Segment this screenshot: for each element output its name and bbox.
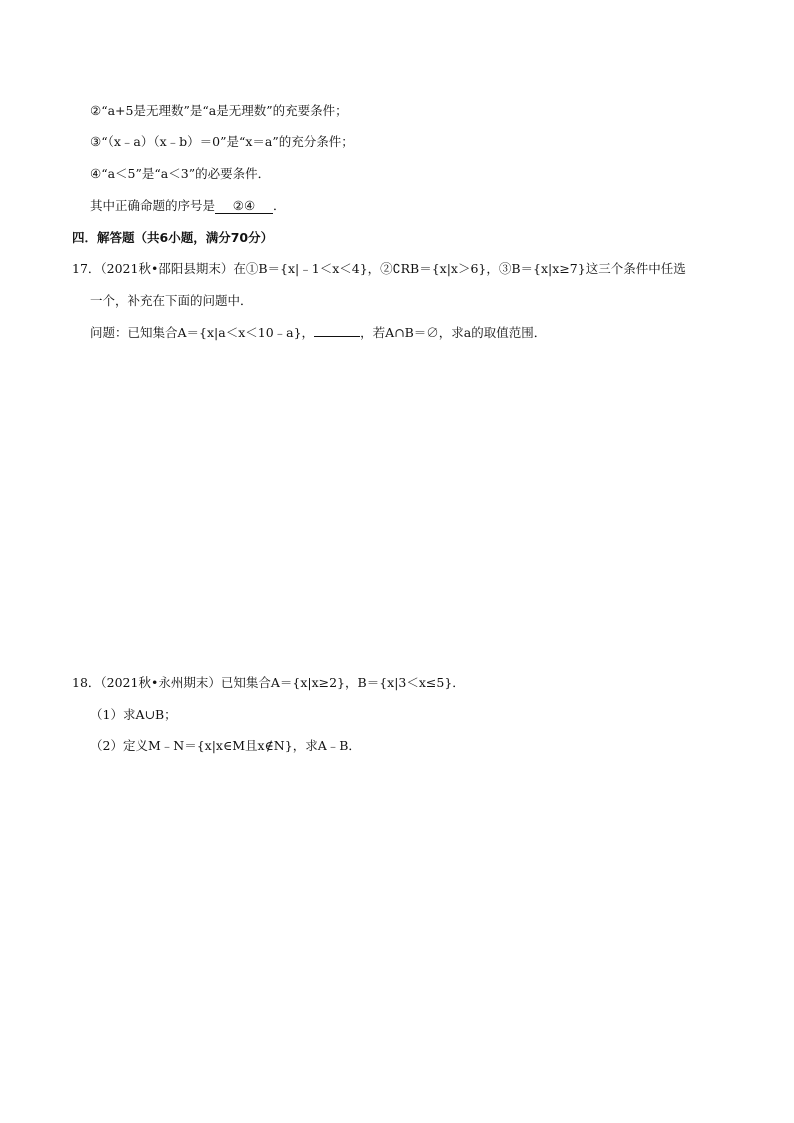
statement-2: ②“a+5是无理数”是“a是无理数”的充要条件； <box>90 103 348 118</box>
correct-suffix: ． <box>273 198 286 213</box>
q17-problem <box>90 324 546 342</box>
q18-part1: （1）求A∪B； <box>90 707 177 722</box>
q18-part2: （2）定义M﹣N＝{x|x∈M且x∉N}，求A﹣B． <box>90 738 361 753</box>
q17-problem-prefix: 问题：已知集合A＝{x|a＜x＜10﹣a}， <box>90 325 315 340</box>
statement-3: ③“（x﹣a）（x﹣b）＝0”是“x＝a”的充分条件； <box>90 134 354 149</box>
fill-blank <box>314 324 360 337</box>
q17-line1: 17．（2021秋•邵阳县期末）在①B＝{x|﹣1＜x＜4}，②∁RB＝{x|x＞6}，③B＝{x|x≥7}这三个条件中任选 <box>72 261 686 276</box>
section-title: 四．解答题（共6小题，满分70分） <box>72 230 274 245</box>
correct-prefix: 其中正确命题的序号是 <box>90 198 216 213</box>
correct-statements-line <box>90 197 286 215</box>
answer-blank: ②④ <box>215 198 273 214</box>
q17-line2: 一个，补充在下面的问题中． <box>90 293 253 308</box>
q18-line1: 18．（2021秋•永州期末）已知集合A＝{x|x≥2}，B＝{x|3＜x≤5}． <box>72 675 465 690</box>
q17-problem-suffix: ，若A∩B＝∅，求a的取值范围． <box>360 325 547 340</box>
statement-4: ④“a＜5”是“a＜3”的必要条件． <box>90 166 271 181</box>
